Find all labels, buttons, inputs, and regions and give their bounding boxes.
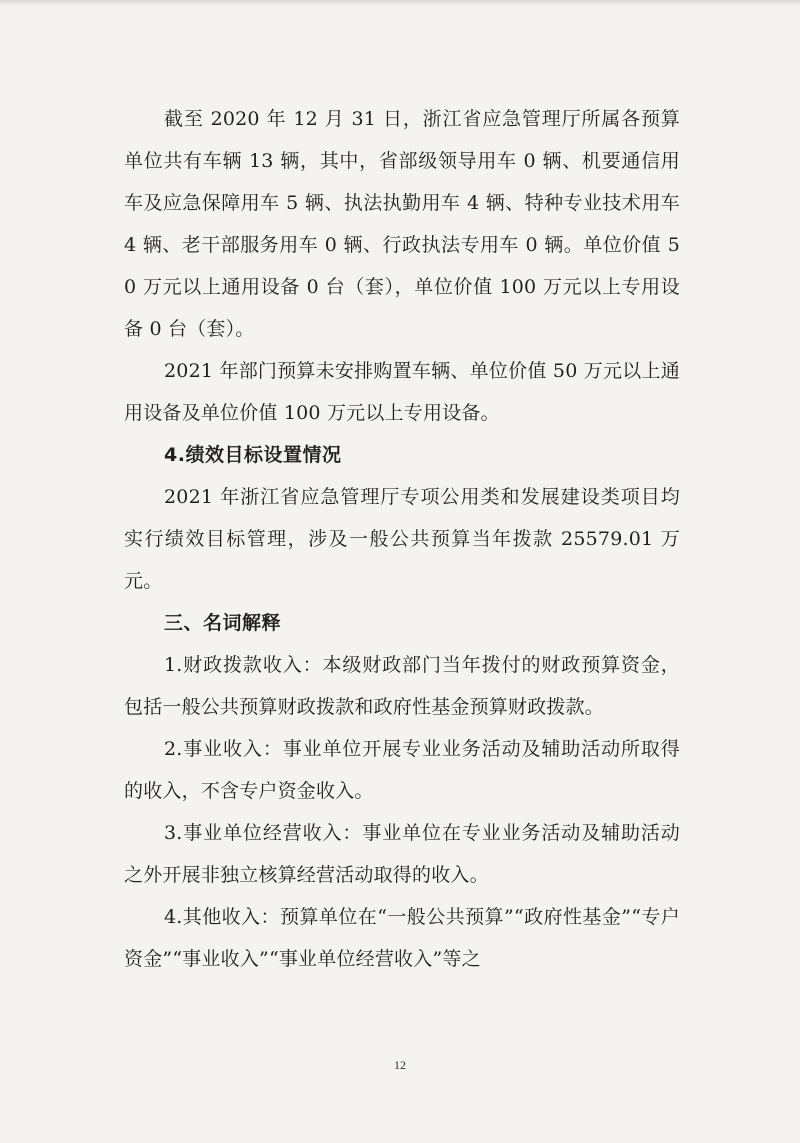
definition-operating-income: 3.事业单位经营收入：事业单位在专业业务活动及辅助活动之外开展非独立核算经营活动取得的收入。 [124,822,680,886]
vehicles-paragraph: 截至 2020 年 12 月 31 日，浙江省应急管理厅所属各预算单位共有车辆 13 辆，其中，省部级领导用车 0 辆、机要通信用车及应急保障用车 5 辆、执法执勤用车 4 辆、特种专业技术用车 4 辆、老干部服务用车 0 辆、行政执法专用车 0 辆。单位价值 50 万元以上通用设备 0 台（套），单位价值 100 万元以上专用设备 0 台（套）。 [124,108,680,340]
purchase-plan-paragraph: 2021 年部门预算未安排购置车辆、单位价值 50 万元以上通用设备及单位价值 100 万元以上专用设备。 [124,360,680,424]
performance-goals-heading: 4.绩效目标设置情况 [164,444,342,466]
glossary-heading: 三、名词解释 [164,612,282,634]
performance-goals-paragraph: 2021 年浙江省应急管理厅专项公用类和发展建设类项目均实行绩效目标管理，涉及一般公共预算当年拨款 25579.01 万元。 [124,486,680,592]
definition-other-income: 4.其他收入：预算单位在“一般公共预算”“政府性基金”“专户资金”“事业收入”“事业单位经营收入”等之 [124,906,680,970]
page-number: 12 [394,1058,406,1072]
definition-fiscal-appropriation: 1.财政拨款收入：本级财政部门当年拨付的财政预算资金，包括一般公共预算财政拨款和政府性基金预算财政拨款。 [124,654,680,718]
document-body [124,98,680,980]
definition-business-income: 2.事业收入：事业单位开展专业业务活动及辅助活动所取得的收入，不含专户资金收入。 [124,738,680,802]
scan-edge-shadow [0,0,800,6]
